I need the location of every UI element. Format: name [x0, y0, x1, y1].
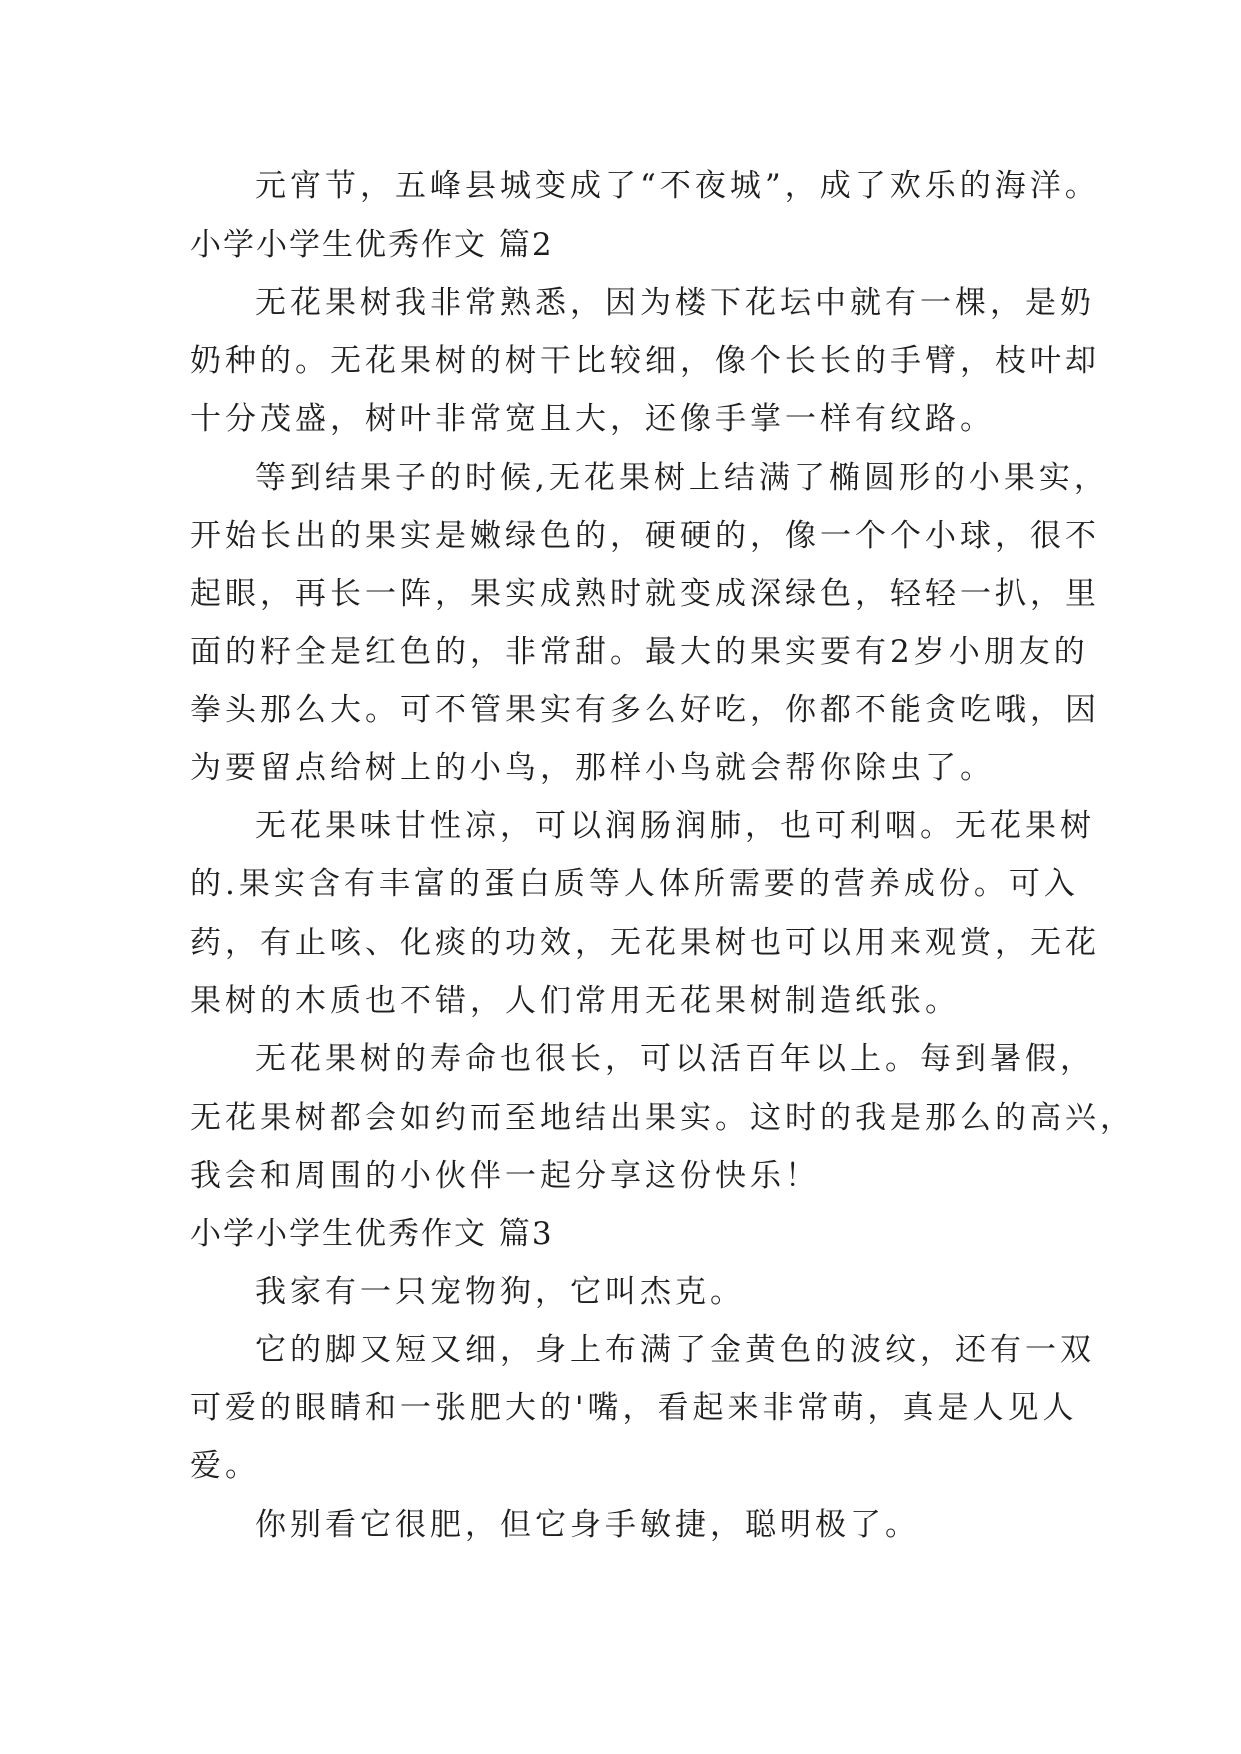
- paragraph-line: 无花果树我非常熟悉，因为楼下花坛中就有一棵，是奶: [255, 285, 1095, 321]
- paragraph-line: 无花果树都会如约而至地结出果实。这时的我是那么的高兴，: [190, 1100, 1135, 1136]
- paragraph-line: 奶种的。无花果树的树干比较细，像个长长的手臂，枝叶却: [190, 343, 1100, 379]
- paragraph-line: 等到结果子的时候,无花果树上结满了椭圆形的小果实，: [255, 460, 1109, 496]
- paragraph-line: 为要留点给树上的小鸟，那样小鸟就会帮你除虫了。: [190, 750, 995, 786]
- section-heading: 小学小学生优秀作文 篇2: [190, 227, 554, 263]
- paragraph-line: 我家有一只宠物狗，它叫杰克。: [255, 1274, 745, 1310]
- paragraph-line: 果树的木质也不错，人们常用无花果树制造纸张。: [190, 983, 960, 1019]
- paragraph-line: 十分茂盛，树叶非常宽且大，还像手掌一样有纹路。: [190, 401, 995, 437]
- paragraph-line: 我会和周围的小伙伴一起分享这份快乐！: [190, 1158, 820, 1194]
- paragraph-line: 爱。: [190, 1448, 260, 1484]
- paragraph-line: 可爱的眼睛和一张肥大的'嘴，看起来非常萌，真是人见人: [190, 1390, 1078, 1426]
- paragraph-line: 的.果实含有丰富的蛋白质等人体所需要的营养成份。可入: [190, 866, 1079, 902]
- paragraph-line: 药，有止咳、化痰的功效，无花果树也可以用来观赏，无花: [190, 925, 1100, 961]
- paragraph-line: 起眼，再长一阵，果实成熟时就变成深绿色，轻轻一扒，里: [190, 576, 1100, 612]
- paragraph-line: 拳头那么大。可不管果实有多么好吃，你都不能贪吃哦，因: [190, 692, 1100, 728]
- paragraph-line: 无花果树的寿命也很长，可以活百年以上。每到暑假，: [255, 1041, 1095, 1077]
- paragraph-line: 它的脚又短又细，身上布满了金黄色的波纹，还有一双: [255, 1332, 1095, 1368]
- paragraph-line: 开始长出的果实是嫩绿色的，硬硬的，像一个个小球，很不: [190, 518, 1100, 554]
- paragraph-line: 你别看它很肥，但它身手敏捷，聪明极了。: [255, 1507, 920, 1543]
- paragraph-line: 面的籽全是红色的，非常甜。最大的果实要有2岁小朋友的: [190, 634, 1089, 670]
- paragraph-line: 元宵节，五峰县城变成了“不夜城”，成了欢乐的海洋。: [255, 168, 1100, 204]
- paragraph-line: 无花果味甘性凉，可以润肠润肺，也可利咽。无花果树: [255, 808, 1095, 844]
- section-heading: 小学小学生优秀作文 篇3: [190, 1216, 554, 1252]
